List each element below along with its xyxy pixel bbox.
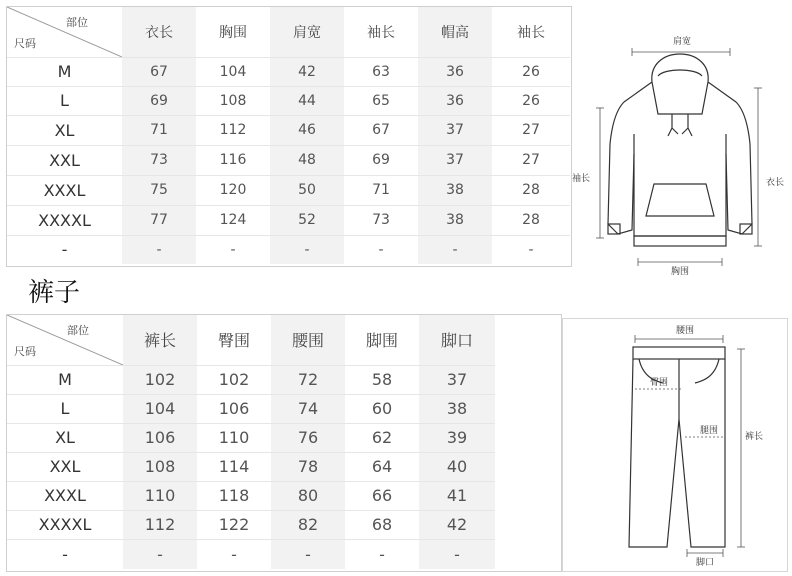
value-cell: 36	[418, 86, 492, 115]
value-cell: 37	[419, 365, 495, 394]
value-cell: 108	[196, 86, 270, 115]
value-cell: 38	[418, 175, 492, 205]
value-cell: 71	[122, 115, 196, 145]
size-cell: L	[7, 394, 123, 423]
top-table-corner	[7, 7, 122, 57]
table-row	[7, 115, 570, 145]
size-cell: L	[7, 86, 122, 115]
value-cell: 42	[270, 57, 344, 86]
value-cell: 76	[271, 423, 345, 452]
value-cell: 124	[196, 205, 270, 235]
pants-length-label: 裤长	[745, 432, 764, 442]
value-cell: 28	[492, 205, 570, 235]
value-cell: 75	[122, 175, 196, 205]
table-row	[7, 423, 495, 452]
value-cell: 73	[122, 145, 196, 175]
value-cell: 65	[344, 86, 418, 115]
hem-label: 脚口	[695, 558, 715, 568]
size-cell: -	[7, 235, 122, 264]
hoodie-diagram	[572, 24, 786, 276]
pants-outline	[629, 347, 725, 547]
value-cell: 110	[123, 481, 197, 510]
value-cell: 41	[419, 481, 495, 510]
value-cell: 27	[492, 115, 570, 145]
header-pants-length: 裤长	[123, 315, 197, 365]
hip-label: 臀围	[649, 378, 669, 388]
thigh-label: 腿围	[699, 426, 719, 436]
header-hem: 脚口	[419, 315, 495, 365]
hoodie-outline	[608, 54, 752, 246]
header-length: 衣长	[122, 7, 196, 57]
value-cell: 63	[344, 57, 418, 86]
shoulder-width-marker	[632, 48, 730, 56]
value-cell: 120	[196, 175, 270, 205]
size-cell: XXL	[7, 145, 122, 175]
corner-size-label: 尺码	[14, 36, 36, 50]
value-cell: 122	[197, 510, 271, 539]
value-cell: -	[197, 539, 271, 569]
value-cell: 112	[123, 510, 197, 539]
value-cell: 67	[344, 115, 418, 145]
size-cell: XXXXL	[7, 510, 123, 539]
table-row	[7, 394, 495, 423]
value-cell: 69	[344, 145, 418, 175]
value-cell: 104	[196, 57, 270, 86]
table-row	[7, 57, 570, 86]
size-cell: XXXL	[7, 481, 123, 510]
corner-part-label: 部位	[67, 324, 89, 337]
length-label: 衣长	[766, 178, 785, 188]
value-cell: 60	[345, 394, 419, 423]
waist-label: 腰围	[675, 326, 695, 336]
value-cell: 44	[270, 86, 344, 115]
pants-length-marker	[737, 349, 745, 547]
value-cell: 116	[196, 145, 270, 175]
value-cell: 26	[492, 57, 570, 86]
value-cell: -	[270, 235, 344, 264]
value-cell: 77	[122, 205, 196, 235]
table-row	[7, 205, 570, 235]
waist-marker	[635, 335, 723, 343]
value-cell: 27	[492, 145, 570, 175]
hem-marker	[687, 549, 723, 557]
value-cell: 71	[344, 175, 418, 205]
value-cell: 26	[492, 86, 570, 115]
value-cell: 67	[122, 57, 196, 86]
size-cell: M	[7, 57, 122, 86]
size-cell: XXL	[7, 452, 123, 481]
value-cell: 37	[418, 115, 492, 145]
table-row	[7, 175, 570, 205]
corner-part-label: 部位	[66, 16, 88, 29]
value-cell: 42	[419, 510, 495, 539]
value-cell: 106	[197, 394, 271, 423]
value-cell: 36	[418, 57, 492, 86]
value-cell: -	[345, 539, 419, 569]
value-cell: 118	[197, 481, 271, 510]
value-cell: 73	[344, 205, 418, 235]
value-cell: 112	[196, 115, 270, 145]
header-hip: 臀围	[217, 331, 250, 351]
value-cell: 66	[345, 481, 419, 510]
table-row	[7, 481, 495, 510]
value-cell: -	[122, 235, 196, 264]
value-cell: 78	[271, 452, 345, 481]
value-cell: -	[123, 539, 197, 569]
size-cell: XL	[7, 423, 123, 452]
table-row	[7, 365, 495, 394]
value-cell: 82	[271, 510, 345, 539]
pants-section-title: 裤子	[28, 278, 81, 308]
value-cell: 48	[270, 145, 344, 175]
header-foot-girth: 脚围	[365, 331, 398, 351]
table-row	[7, 539, 495, 569]
sleeve-label: 袖长	[572, 174, 591, 184]
table-row	[7, 145, 570, 175]
value-cell: 39	[419, 423, 495, 452]
hoodie-size-table	[7, 7, 570, 264]
value-cell: -	[271, 539, 345, 569]
value-cell: 110	[197, 423, 271, 452]
value-cell: 52	[270, 205, 344, 235]
corner-size-label: 尺码	[14, 344, 36, 358]
value-cell: 106	[123, 423, 197, 452]
value-cell: 68	[345, 510, 419, 539]
value-cell: 72	[271, 365, 345, 394]
sleeve-length-marker	[596, 108, 604, 238]
value-cell: 62	[345, 423, 419, 452]
table-row	[7, 452, 495, 481]
header-hood-height: 帽高	[418, 7, 492, 57]
header-waist: 腰围	[271, 315, 345, 365]
value-cell: -	[418, 235, 492, 264]
size-cell: XL	[7, 115, 122, 145]
value-cell: 50	[270, 175, 344, 205]
value-cell: -	[196, 235, 270, 264]
value-cell: 28	[492, 175, 570, 205]
pants-diagram	[563, 319, 785, 569]
body-length-marker	[754, 88, 762, 246]
value-cell: 114	[197, 452, 271, 481]
value-cell: 64	[345, 452, 419, 481]
header-sleeve: 袖长	[367, 24, 395, 41]
value-cell: -	[492, 235, 570, 264]
header-shoulder: 肩宽	[270, 7, 344, 57]
value-cell: 102	[123, 365, 197, 394]
size-cell: -	[7, 539, 123, 569]
pants-size-table	[7, 315, 495, 569]
value-cell: 46	[270, 115, 344, 145]
value-cell: 37	[418, 145, 492, 175]
value-cell: 38	[418, 205, 492, 235]
shoulder-label: 肩宽	[672, 37, 692, 47]
chest-label: 胸围	[670, 267, 690, 276]
chest-marker	[638, 258, 722, 266]
header-chest: 胸围	[219, 24, 247, 41]
value-cell: 58	[345, 365, 419, 394]
value-cell: 102	[197, 365, 271, 394]
size-cell: M	[7, 365, 123, 394]
value-cell: 38	[419, 394, 495, 423]
bottom-table-corner	[7, 315, 123, 365]
header-sleeve-2: 袖长	[517, 24, 545, 41]
value-cell: 80	[271, 481, 345, 510]
table-row	[7, 510, 495, 539]
value-cell: 104	[123, 394, 197, 423]
value-cell: 74	[271, 394, 345, 423]
table-row	[7, 235, 570, 264]
value-cell: 69	[122, 86, 196, 115]
table-row	[7, 86, 570, 115]
value-cell: 40	[419, 452, 495, 481]
size-cell: XXXL	[7, 175, 122, 205]
value-cell: 108	[123, 452, 197, 481]
size-cell: XXXXL	[7, 205, 122, 235]
value-cell: -	[344, 235, 418, 264]
value-cell: -	[419, 539, 495, 569]
